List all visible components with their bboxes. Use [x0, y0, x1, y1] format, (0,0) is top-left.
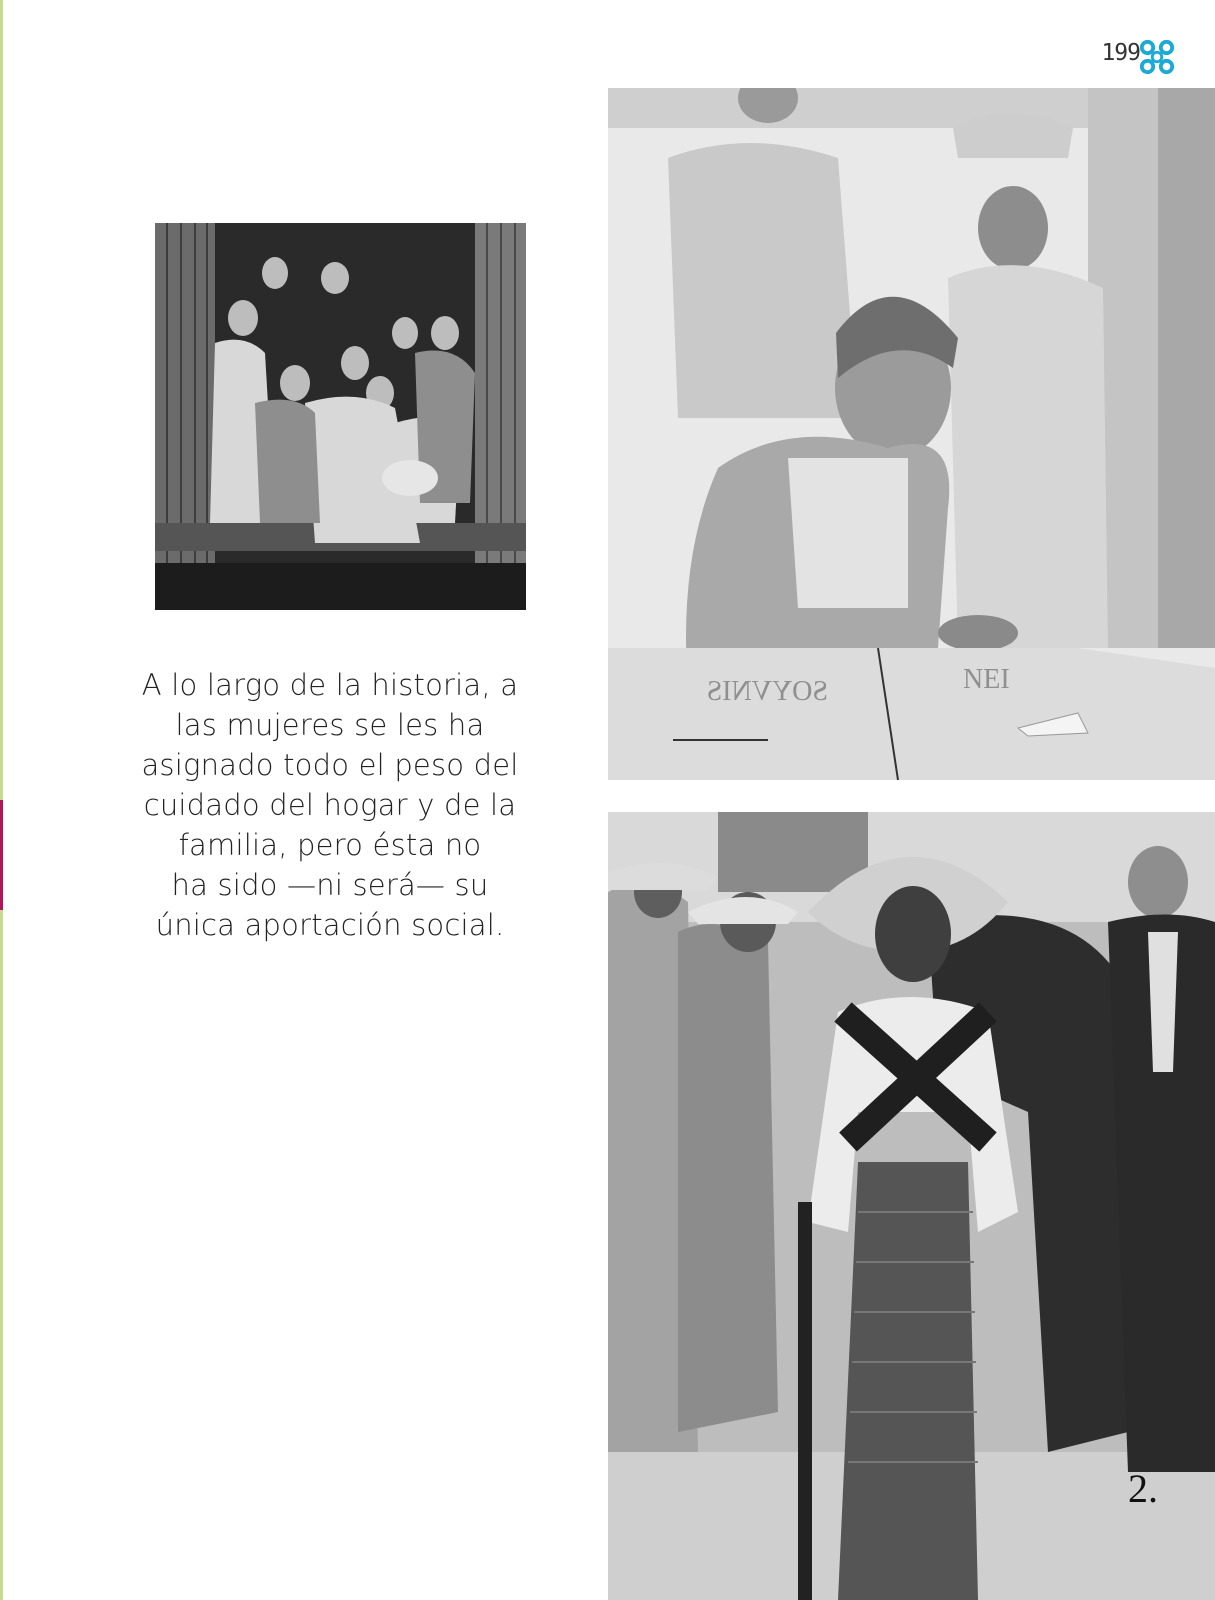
ballot-text-right: NEI — [963, 664, 1010, 695]
ballot-text-left: SOYVNIS — [706, 676, 828, 707]
flower-logo-icon — [1138, 38, 1176, 76]
caption-line: familia, pero ésta no — [178, 828, 482, 862]
caption-line: única aportación social. — [155, 908, 505, 942]
caption-line: cuidado del hogar y de la — [143, 788, 517, 822]
caption-line: ha sido —ni será— su — [171, 868, 489, 902]
page-edge-accent — [0, 800, 3, 910]
photo-corner-mark: 2. — [1128, 1466, 1158, 1511]
photo-soldadera-with-bandoliers — [608, 812, 1215, 1600]
page-number: 199 — [1101, 40, 1140, 66]
caption-line: A lo largo de la historia, a — [141, 668, 519, 702]
photo-woman-voting — [608, 88, 1215, 780]
caption-line: asignado todo el peso del — [141, 748, 519, 782]
caption-text — [120, 665, 540, 945]
caption-line: las mujeres se les ha — [175, 708, 485, 742]
photo-women-on-train-car — [155, 223, 526, 610]
